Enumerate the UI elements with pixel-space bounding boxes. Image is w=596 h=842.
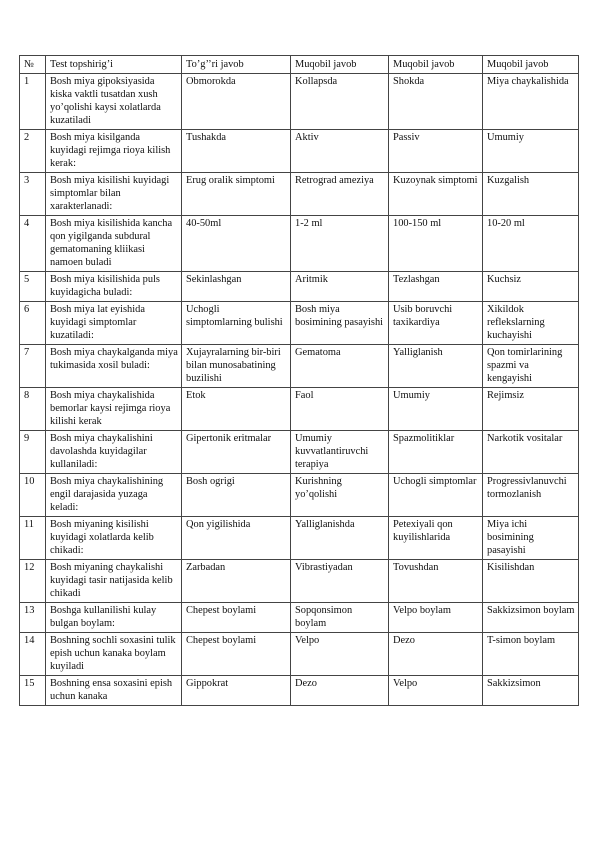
alternative-answer: Velpo [389, 676, 483, 706]
correct-answer: Chepest boylami [182, 633, 291, 676]
correct-answer: Uchogli simptomlarning bulishi [182, 302, 291, 345]
header-alternative-answer: Muqobil javob [291, 56, 389, 74]
correct-answer: Xujayralarning bir-biri bilan munosabatining buzilishi [182, 345, 291, 388]
header-alternative-answer: Muqobil javob [389, 56, 483, 74]
row-number: 7 [20, 345, 46, 388]
correct-answer: Etok [182, 388, 291, 431]
row-number: 6 [20, 302, 46, 345]
question-text: Bosh miya chaykalishini davolashda kuyidagilar kullaniladi: [46, 431, 182, 474]
alternative-answer: Kollapsda [291, 74, 389, 130]
table-row [20, 560, 579, 603]
alternative-answer: Progressivlanuvchi tormozlanish [483, 474, 579, 517]
row-number: 11 [20, 517, 46, 560]
row-number: 13 [20, 603, 46, 633]
table-row [20, 130, 579, 173]
correct-answer: 40-50ml [182, 216, 291, 272]
alternative-answer: Petexiyali qon kuyilishlarida [389, 517, 483, 560]
correct-answer: Bosh ogrigi [182, 474, 291, 517]
question-text: Boshga kullanilishi kulay bulgan boylam: [46, 603, 182, 633]
table-row [20, 345, 579, 388]
question-text: Bosh miya kisilishi kuyidagi simptomlar bilan xarakterlanadi: [46, 173, 182, 216]
alternative-answer: Sakkizsimon boylam [483, 603, 579, 633]
table-row [20, 676, 579, 706]
header-row [20, 56, 579, 74]
alternative-answer: Gematoma [291, 345, 389, 388]
question-text: Bosh miya chaykalganda miya tukimasida xosil buladi: [46, 345, 182, 388]
header-number: № [20, 56, 46, 74]
alternative-answer: Kisilishdan [483, 560, 579, 603]
correct-answer: Zarbadan [182, 560, 291, 603]
alternative-answer: Xikildok reflekslarning kuchayishi [483, 302, 579, 345]
row-number: 12 [20, 560, 46, 603]
question-text: Bosh miya kisilganda kuyidagi rejimga rioya kilish kerak: [46, 130, 182, 173]
alternative-answer: Rejimsiz [483, 388, 579, 431]
alternative-answer: Tovushdan [389, 560, 483, 603]
alternative-answer: Kuzgalish [483, 173, 579, 216]
alternative-answer: Uchogli simptomlar [389, 474, 483, 517]
table-row [20, 173, 579, 216]
correct-answer: Obmorokda [182, 74, 291, 130]
alternative-answer: Kuzoynak simptomi [389, 173, 483, 216]
alternative-answer: Velpo [291, 633, 389, 676]
table-header [20, 56, 579, 74]
question-text: Bosh miya gipoksiyasida kiska vaktli tusatdan xush yo’qolishi kaysi xolatlarda kuzatiladi [46, 74, 182, 130]
alternative-answer: Miya chaykalishida [483, 74, 579, 130]
correct-answer: Gippokrat [182, 676, 291, 706]
table-body [20, 74, 579, 706]
correct-answer: Tushakda [182, 130, 291, 173]
alternative-answer: Shokda [389, 74, 483, 130]
alternative-answer: Dezo [389, 633, 483, 676]
correct-answer: Gipertonik eritmalar [182, 431, 291, 474]
alternative-answer: Yalliglanish [389, 345, 483, 388]
row-number: 8 [20, 388, 46, 431]
table-row [20, 74, 579, 130]
question-text: Bosh miya chaykalishida bemorlar kaysi rejimga rioya kilishi kerak [46, 388, 182, 431]
alternative-answer: Yalliglanishda [291, 517, 389, 560]
row-number: 10 [20, 474, 46, 517]
alternative-answer: Retrograd ameziya [291, 173, 389, 216]
alternative-answer: 100-150 ml [389, 216, 483, 272]
alternative-answer: 10-20 ml [483, 216, 579, 272]
question-text: Bosh miya kisilishida kancha qon yigilganda subdural gematomaning kliikasi namoen buladi [46, 216, 182, 272]
table-row [20, 216, 579, 272]
alternative-answer: Bosh miya bosimining pasayishi [291, 302, 389, 345]
alternative-answer: Umumiy [389, 388, 483, 431]
header-question: Test topshirig’i [46, 56, 182, 74]
table-row [20, 431, 579, 474]
correct-answer: Chepest boylami [182, 603, 291, 633]
correct-answer: Erug oralik simptomi [182, 173, 291, 216]
alternative-answer: Aktiv [291, 130, 389, 173]
correct-answer: Qon yigilishida [182, 517, 291, 560]
row-number: 14 [20, 633, 46, 676]
alternative-answer: Qon tomirlarining spazmi va kengayishi [483, 345, 579, 388]
alternative-answer: T-simon boylam [483, 633, 579, 676]
question-text: Bosh miya chaykalishining engil darajasida yuzaga keladi: [46, 474, 182, 517]
question-text: Boshning sochli soxasini tulik epish uchun kanaka boylam kuyiladi [46, 633, 182, 676]
alternative-answer: Narkotik vositalar [483, 431, 579, 474]
alternative-answer: Velpo boylam [389, 603, 483, 633]
alternative-answer: Sakkizsimon [483, 676, 579, 706]
alternative-answer: Kurishning yo’qolishi [291, 474, 389, 517]
alternative-answer: Spazmolitiklar [389, 431, 483, 474]
alternative-answer: Kuchsiz [483, 272, 579, 302]
question-text: Bosh miyaning kisilishi kuyidagi xolatlarda kelib chikadi: [46, 517, 182, 560]
alternative-answer: Aritmik [291, 272, 389, 302]
alternative-answer: 1-2 ml [291, 216, 389, 272]
row-number: 3 [20, 173, 46, 216]
table-row [20, 272, 579, 302]
question-text: Bosh miya lat eyishida kuyidagi simptomlar kuzatiladi: [46, 302, 182, 345]
table-row [20, 633, 579, 676]
table-row [20, 603, 579, 633]
alternative-answer: Tezlashgan [389, 272, 483, 302]
table-row [20, 517, 579, 560]
quiz-table [19, 55, 579, 706]
alternative-answer: Passiv [389, 130, 483, 173]
table-row [20, 474, 579, 517]
alternative-answer: Miya ichi bosimining pasayishi [483, 517, 579, 560]
question-text: Bosh miyaning chaykalishi kuyidagi tasir natijasida kelib chikadi [46, 560, 182, 603]
alternative-answer: Vibrastiyadan [291, 560, 389, 603]
header-correct-answer: To’g’’ri javob [182, 56, 291, 74]
row-number: 2 [20, 130, 46, 173]
correct-answer: Sekinlashgan [182, 272, 291, 302]
alternative-answer: Dezo [291, 676, 389, 706]
header-alternative-answer: Muqobil javob [483, 56, 579, 74]
question-text: Boshning ensa soxasini epish uchun kanaka [46, 676, 182, 706]
row-number: 1 [20, 74, 46, 130]
alternative-answer: Usib boruvchi taxikardiya [389, 302, 483, 345]
table-row [20, 302, 579, 345]
alternative-answer: Sopqonsimon boylam [291, 603, 389, 633]
question-text: Bosh miya kisilishida puls kuyidagicha buladi: [46, 272, 182, 302]
row-number: 5 [20, 272, 46, 302]
table-row [20, 388, 579, 431]
alternative-answer: Umumiy kuvvatlantiruvchi terapiya [291, 431, 389, 474]
row-number: 9 [20, 431, 46, 474]
row-number: 4 [20, 216, 46, 272]
row-number: 15 [20, 676, 46, 706]
alternative-answer: Faol [291, 388, 389, 431]
alternative-answer: Umumiy [483, 130, 579, 173]
